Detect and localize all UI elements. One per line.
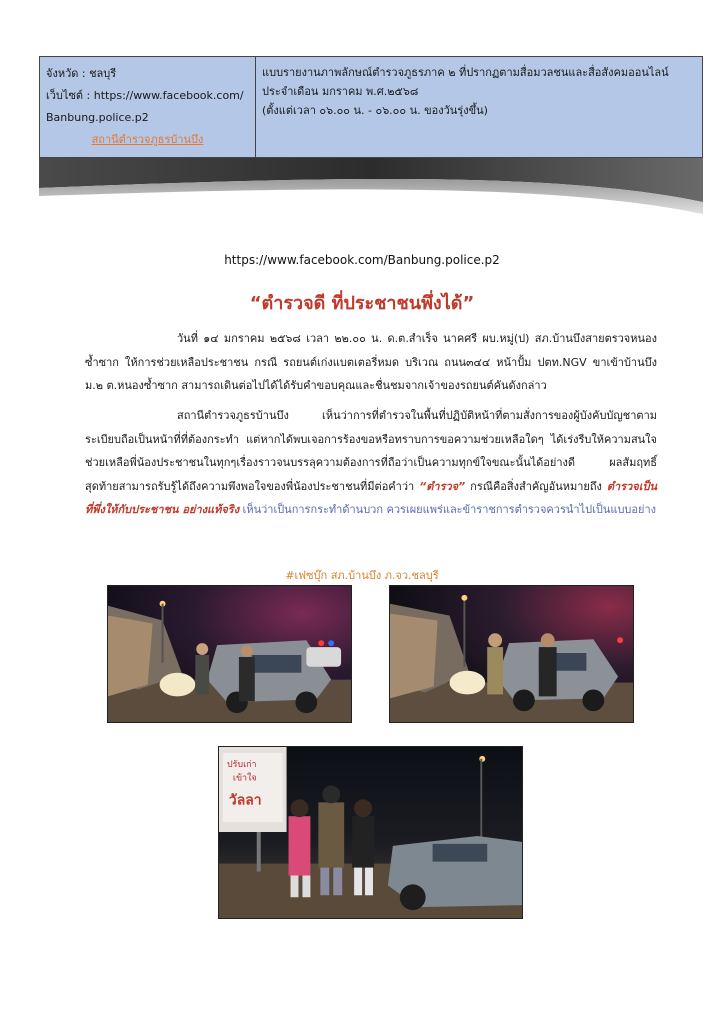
report-time-range: (ตั้งแต่เวลา ๐๖.๐๐ น. - ๐๖.๐๐ น. ของวันรุ่งขึ้น) bbox=[262, 104, 488, 117]
province-label: จังหวัด : ชลบุรี bbox=[46, 67, 117, 80]
para2-text-a: สถานีตำรวจภูธรบ้านบึง เห็นว่าการที่ตำรวจในพื้นที่ปฏิบัติหน้าที่ตามสั่งการของผู้บังคับบัญชาตามระเบียบถือเป็นหน้าที่ที่ต้องกระทำ แต่หากได้พบเจอการร้องขอหรือทราบการขอความช่วยเหลือใดๆ ได้เร่งรีบให้ความสนใจช่วยเหลือพี่น้องประชาชนในทุกๆเรื่องราวจนบรรลุความต้องการที่ถือว่าเป็นความทุกข์ใจขณะนั้นได้อย่างดี ผลสัมฤทธิ์สุดท้ายสามารถรับรู้ได้ถึงความพึงพอใจของพี่น้องประชาชนที่มีต่อคำว่า bbox=[85, 409, 657, 493]
photo-officers-jumpstart-1 bbox=[107, 585, 352, 723]
station-link[interactable]: สถานีตำรวจภูธรบ้านบึง bbox=[91, 133, 204, 146]
photo-caption: #เฟซบุ๊ก สภ.บ้านบึง ภ.จว.ชลบุรี bbox=[285, 569, 439, 582]
website-handle: Banbung.police.p2 bbox=[46, 111, 149, 124]
sign-text-1: ปรับเก่า bbox=[226, 759, 257, 770]
para2-text-c: กรณีคือสิ่งสำคัญอันหมายถึง bbox=[465, 479, 607, 493]
sign-text-3: วัลลา bbox=[228, 792, 262, 809]
decorative-swoosh bbox=[39, 158, 703, 214]
report-title: แบบรายงานภาพลักษณ์ตำรวจภูธรภาค ๒ ที่ปรากฏตามสื่อมวลชนและสื่อสังคมออนไลน์ bbox=[262, 66, 669, 79]
report-month: ประจำเดือน มกราคม พ.ศ.๒๕๖๘ bbox=[262, 85, 419, 98]
report-header bbox=[39, 56, 703, 158]
para2-police-word: “ตำรวจ” bbox=[419, 479, 466, 493]
photo-officers-jumpstart-2 bbox=[389, 585, 634, 723]
website-label: เว็บไซต์ : https://www.facebook.com/ bbox=[46, 89, 244, 102]
paragraph-commentary bbox=[85, 404, 657, 522]
para2-text-e: เห็นว่าเป็นการกระทำด้านบวก ควรเผยแพร่และข้าราชการตำรวจควรนำไปเป็นแบบอย่าง bbox=[239, 503, 657, 516]
paragraph-incident: วันที่ ๑๔ มกราคม ๒๕๖๘ เวลา ๒๒.๐๐ น. ด.ต.สำเร็จ นาคศรี ผบ.หมู่(ป) สภ.บ้านบึงสายตรวจหนองซ้ำซาก ให้การช่วยเหลือประชาชน กรณี รถยนต์เก่งแบตเตอรี่หมด บริเวณ ถนน๓๔๔ หน้าปั้ม ปตท.NGV ขาเข้าบ้านบึง ม.๒ ต.หนองซ้ำซาก สามารถเดินต่อไปได้ได้รับคำขอบคุณและชื่นชมจากเจ้าของรถยนต์คันดังกล่าว bbox=[85, 332, 657, 392]
header-report-info bbox=[256, 57, 702, 157]
sign-text-2: เข้าใจ bbox=[232, 773, 257, 784]
header-station-info bbox=[40, 57, 256, 157]
facebook-url[interactable]: https://www.facebook.com/Banbung.police.p2 bbox=[224, 253, 500, 267]
photo-officer-with-citizens bbox=[218, 746, 523, 919]
para2-emphasis: ตำรวจเป็นที่พึ่งให้กับประชาชน อย่างแท้จริง bbox=[85, 479, 657, 516]
article-headline: “ตำรวจดี ที่ประชาชนพึ่งได้” bbox=[249, 293, 475, 314]
